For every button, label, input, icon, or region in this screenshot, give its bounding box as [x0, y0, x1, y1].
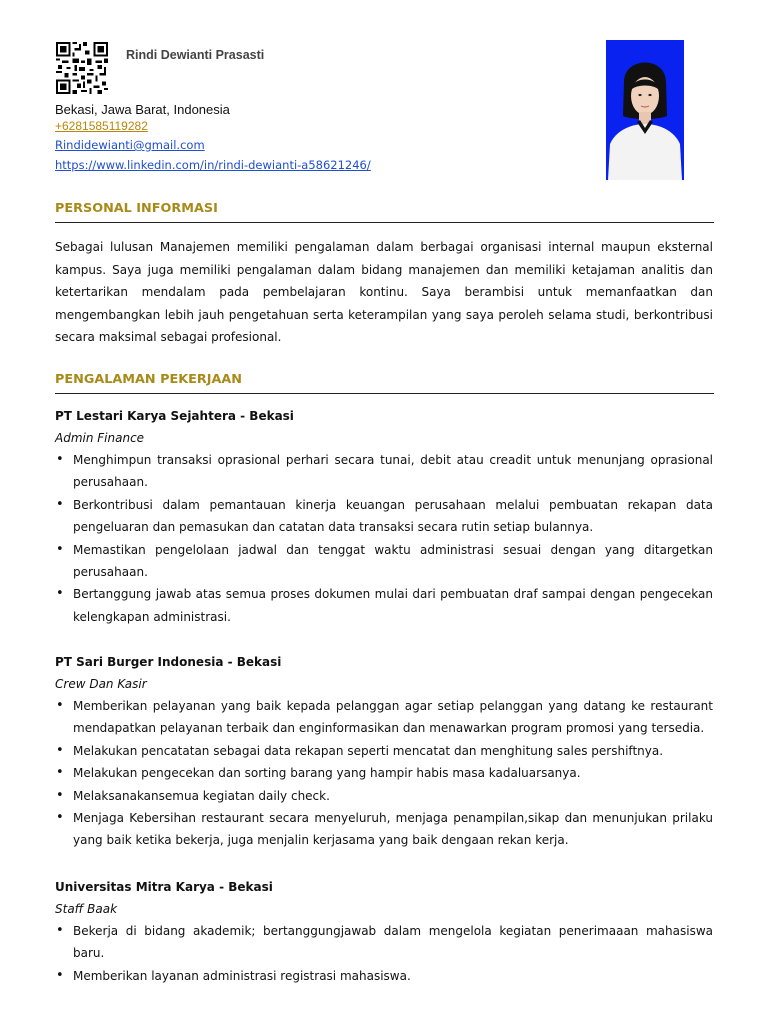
phone-link[interactable] [55, 118, 371, 135]
email-link[interactable]: Rindidewianti@gmail.com [55, 138, 205, 152]
job-entry [55, 876, 713, 987]
job-company: PT Sari Burger Indonesia - Bekasi [55, 655, 282, 669]
job-role: Admin Finance [55, 431, 145, 445]
candidate-name: Rindi Dewianti Prasasti [126, 48, 265, 62]
profile-photo [606, 40, 684, 180]
job-company: Universitas Mitra Karya - Bekasi [55, 880, 273, 894]
job-role: Staff Baak [55, 902, 118, 916]
location-text: Bekasi, Jawa Barat, Indonesia [55, 102, 230, 117]
linkedin-link[interactable]: https://www.linkedin.com/in/rindi-dewianti-a58621246/ [55, 158, 371, 172]
job-entry [55, 651, 713, 852]
job-duty-item: • Melaksanakansemua kegiatan daily check. [55, 785, 713, 807]
job-duties-list [55, 695, 713, 852]
job-duties-list [55, 449, 713, 628]
phone-prefix: +62 [55, 119, 76, 133]
phone-number: 81585119282 [75, 119, 148, 133]
job-duty-item: • Memberikan layanan administrasi registrasi mahasiswa. [55, 965, 713, 987]
job-duty-item: • Bertanggung jawab atas semua proses dokumen mulai dari pembuatan draf sampai dengan pengecekan kelengkapan administrasi. [55, 583, 713, 628]
job-duty-item: • Memastikan pengelolaan jadwal dan tenggat waktu administrasi sesuai dengan yang ditargetkan perusahaan. [55, 539, 713, 584]
job-duty-item: • Berkontribusi dalam pemantauan kinerja keuangan perusahaan melalui pembuatan rekapan data pengeluaran dan pemasukan dan catatan data transaksi secara rutin setiap bulannya. [55, 494, 713, 539]
contact-block [55, 101, 371, 175]
job-duty-item: • Melakukan pencatatan sebagai data rekapan seperti mencatat dan menghitung sales pershiftnya. [55, 740, 713, 762]
job-company: PT Lestari Karya Sejahtera - Bekasi [55, 409, 294, 423]
qr-code-icon [56, 42, 108, 94]
job-duty-item: • Menjaga Kebersihan restaurant secara menyeluruh, menjaga penampilan,sikap dan menunjukan prilaku yang baik ketika bekerja, juga menjalin kerjasama yang baik dengaan rekan kerja. [55, 807, 713, 852]
section-title-personal: PERSONAL INFORMASI [55, 201, 714, 223]
section-title-experience: PENGALAMAN PEKERJAAN [55, 372, 714, 394]
job-duty-item: • Bekerja di bidang akademik; bertanggungjawab dalam mengelola kegiatan penerimaaan mahasiswa baru. [55, 920, 713, 965]
job-duty-item: • Menghimpun transaksi oprasional perhari secara tunai, debit atau creadit untuk menunjang oprasional perusahaan. [55, 449, 713, 494]
job-entry [55, 405, 713, 628]
job-role: Crew Dan Kasir [55, 677, 147, 691]
job-duty-item: • Melakukan pengecekan dan sorting barang yang hampir habis masa kadaluarsanya. [55, 762, 713, 784]
personal-summary: Sebagai lulusan Manajemen memiliki pengalaman dalam berbagai organisasi internal maupun eksternal kampus. Saya juga memiliki pengalaman dalam bidang manajemen dan memiliki ketajaman analitis dan ketertarikan mendalam pada pembelajaran kontinu. Saya berambisi untuk memanfaatkan dan mengembangkan lebih jauh pengetahuan serta keterampilan yang saya peroleh selama studi, berkontribusi secara maksimal sebagai profesional. [55, 240, 713, 345]
job-duties-list [55, 920, 713, 987]
job-duty-item: • Memberikan pelayanan yang baik kepada pelanggan agar setiap pelanggan yang datang ke restaurant mendapatkan pelayanan terbaik dan enginformasikan dan menawarkan program promosi yang tersedia. [55, 695, 713, 740]
